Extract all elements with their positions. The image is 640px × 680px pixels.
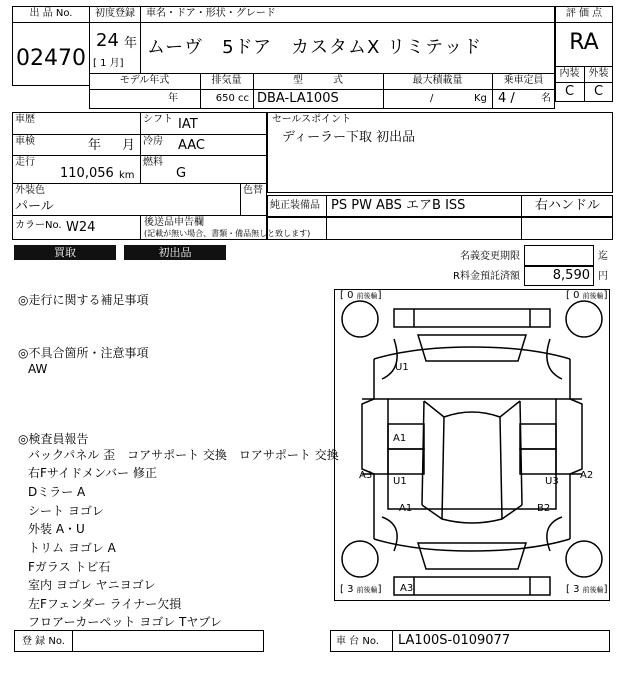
steering-value: 右ハンドル [535,198,601,213]
front-bumper-icon [394,309,550,327]
model-year-unit: 年 [168,93,178,104]
car-name: ムーヴ 5ドア カスタムX リミテッド [147,37,483,58]
tire-front-right-label: [ 0 前後輪] [566,290,608,301]
damage-mark: A3 [400,583,414,594]
damage-mark: A2 [580,470,594,481]
roof-icon [442,412,502,523]
lot-number-label: 出 品 No. [29,8,73,19]
running-notes-title: ◎走行に関する補足事項 [18,293,149,307]
inspection-label: 車検 [15,136,35,147]
chassis-value: LA100S-0109077 [398,633,511,648]
inspector-line: トリム ヨゴレ A [28,541,116,555]
registration-label: 登 録 No. [22,636,65,647]
color-no-label: カラーNo. [15,220,62,231]
inspector-line: バックパネル 歪 コアサポート 交換 ロアサポート 交換 [28,448,339,462]
inspector-line: シート ヨゴレ [28,504,104,518]
tire-front-left-label: [ 0 前後輪] [340,290,382,301]
equipment-label: 純正装備品 [270,200,320,211]
history-label: 車歴 [15,114,35,125]
tire-rear-right-icon [566,541,602,577]
first-reg-year: 24 [96,30,119,51]
capacity-value: 4 / [498,91,515,106]
displacement-label: 排気量 [211,75,242,86]
max-load-slash: / [430,93,434,104]
inspection-month: 月 [122,138,136,153]
exterior-label: 外装 [588,68,609,79]
car-diagram [334,289,610,601]
ac-label: 冷房 [143,136,163,147]
first-listing-badge: 初出品 [124,245,226,260]
shift-label: シフト [143,114,173,125]
interior-label: 内装 [559,68,580,79]
fuel-label: 燃料 [143,157,163,168]
capacity-label: 乗車定員 [503,75,544,86]
lot-number: 02470 [16,46,86,71]
sales-point-value: ディーラー下取 初出品 [282,130,416,145]
tire-rear-left-icon [342,541,378,577]
color-no-value: W24 [66,220,96,235]
sales-point-label: セールスポイント [272,114,352,125]
exterior-color-label: 外装色 [15,185,45,196]
car-name-label: 車名・ドア・形状・グレード [146,8,276,19]
shift-value: IAT [178,117,198,132]
buy-badge: 買取 [14,245,116,260]
damage-mark: A3 [359,470,373,481]
damage-mark: U1 [393,476,407,487]
tire-front-left-icon [342,301,378,337]
mileage-value: 110,056 [60,166,114,181]
rear-bumper-icon [394,577,550,595]
tire-rear-right-label: [ 3 前後輪] [566,584,608,595]
inspector-title: ◎検査員報告 [18,432,89,446]
name-change-unit: 迄 [598,251,608,262]
inspector-line: 左Fフェンダー ライナー欠損 [28,597,182,611]
mileage-unit: km [119,170,135,181]
inspector-line: 外装 A・U [28,522,85,536]
exterior-color-value: パール [15,199,54,214]
fuel-value: G [176,166,187,181]
inspector-line: Dミラー A [28,485,86,499]
inspector-line: Fガラス トビ石 [28,560,111,574]
damage-mark: U3 [545,476,559,487]
inspector-line: 室内 ヨゴレ ヤニヨゴレ [28,578,156,592]
first-reg-label: 初度登録 [95,8,135,19]
later-report-label: 後送品申告欄 [144,217,204,228]
name-change-field [524,245,594,266]
damage-mark: U1 [395,362,409,373]
color-change-label: 色替 [243,185,263,196]
recycle-value: 8,590 [552,268,590,283]
mileage-label: 走行 [15,157,35,168]
max-load-label: 最大積載量 [412,75,463,86]
capacity-unit: 名 [541,93,551,104]
type-value: DBA-LA100S [257,91,339,106]
recycle-label: R料金預託済額 [453,271,520,282]
damage-mark: A1 [393,433,407,444]
ac-value: AAC [178,138,205,153]
defect-notes-title: ◎不具合箇所・注意事項 [18,346,149,360]
recycle-unit: 円 [598,271,608,282]
first-reg-month: [ 1 月] [93,58,124,69]
max-load-unit: Kg [474,93,487,104]
interior-grade: C [564,84,575,99]
inspector-line: フロアーカーペット ヨゴレ Tヤブレ [28,615,222,629]
model-year-label: モデル年式 [119,75,170,86]
exterior-grade: C [593,84,604,99]
damage-mark: B2 [537,503,551,514]
tire-front-right-icon [566,301,602,337]
first-reg-year-unit: 年 [124,36,138,51]
chassis-label: 車 台 No. [336,636,379,647]
score: RA [569,30,599,55]
equipment-value: PS PW ABS エアB ISS [331,198,466,213]
damage-mark: A1 [399,503,413,514]
inspection-year: 年 [88,138,102,153]
later-report-note: (記載が無い場合、書類・備品無しと致します) [144,229,311,238]
defect-notes-value: AW [28,362,48,376]
type-label: 型 式 [293,75,343,86]
tire-rear-left-label: [ 3 前後輪] [340,584,382,595]
name-change-label: 名義変更期限 [460,251,520,262]
inspector-line: 右Fサイドメンバー 修正 [28,466,157,480]
score-label: 評 価 点 [565,8,603,19]
displacement: 650 cc [215,93,249,104]
